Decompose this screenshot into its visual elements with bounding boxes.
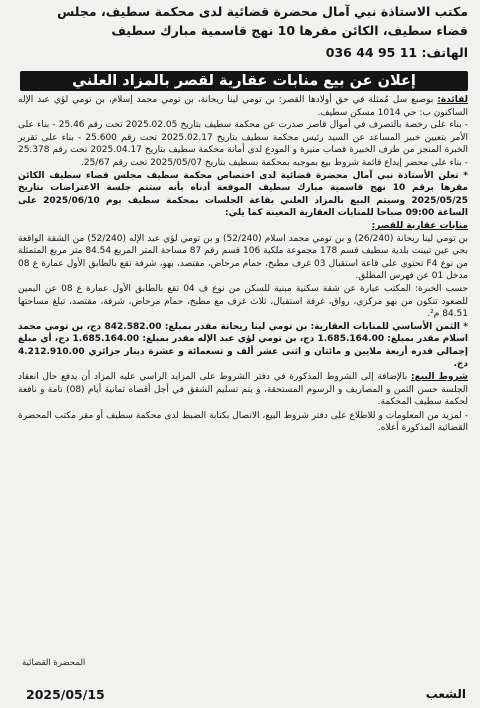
expertise-paragraph: حسب الخبرة: المكتب عبارة عن شقة سكنية مبنية للسكن من نوع ف 04 تقع بالطابق الأول عمارة ع 08 عن اليمين للصعود تتكون من بهو مركزي، رواق، غرفة استقبال، ثلاث غرف مع مطبخ، حمام مرحاض، شرفة، مقتصد، تبلغ مساحتها 84.51 م².	[18, 283, 469, 320]
office-line: مكتب الاستاذة نبي آمال محضرة قضائية لدى محكمة سطيف، مجلس	[57, 4, 468, 19]
properties-heading: منابات عقارية للقصر:	[371, 220, 468, 231]
newspaper-name: الشعب	[425, 687, 466, 701]
conditions-text: بالإضافة إلى الشروط المذكورة في دفتر الشروط على المزايد الراسي عليه المزاد أن يدفع حال انعقاد الجلسة حسن الثمن و المصاريف و الرسوم المستحقة، و يتم تسليم الشقق في أجل أقصاه ثمانية أيام (08) تامة و نافعة لحكمة سطيف المحكمة.	[18, 372, 468, 408]
signature: المحضرة القضائية	[22, 658, 86, 668]
properties-description: بن تومي لينا ريحانة (26/240) و بن تومي محمد اسلام (52/240) و بن تومي لؤي عبد الإله (52/240) من الشقة الواقعة بحي عين تبينت بلدية سطيف قسم 178 مجموعة ملكية 106 قسم رقم 87 مساحة المتر المربع 84.54 متر مربع المتمثلة من نوع F4 تحتوي على قاعة استقبال 03 غرف مطبخ، حمام مرحاض، مقتصد، بهو، شرفة تقع بالطابق الأول عمارة ع 08 مدخل 01 عن فهرس المطلق.	[18, 233, 468, 282]
announcement-body	[18, 94, 468, 435]
beneficiaries-label: لفائدة:	[437, 95, 468, 105]
office-address: قضاء سطيف، الكائن مقرها 10 نهج قاسمية مبارك سطيف	[111, 23, 468, 38]
publication-date: 2025/05/15	[26, 686, 105, 702]
conditions-paragraph	[18, 371, 468, 409]
info-paragraph: - لمزيد من المعلومات و للاطلاع على دفتر شروط البيع، الاتصال بكتابة الضبط لدى محكمة سطيف أو مقر مكتب المحضرة القضائية المذكورة أعلاه.	[18, 410, 468, 434]
conditions-heading: شروط البيع:	[411, 372, 468, 383]
legal-basis-paragraph: - بناء على رخصة بالتصرف في أموال قاصر صدرت عن محكمة سطيف بتاريخ 2025.02.05 تحت رقم 25.46 - بناء على الأمر بتعيين خبير المساعد عن السيد رئيس محكمة سطيف بتاريخ 2025.02.17 تحت رقم 25.600 - بناء على تقرير الخبرة المنجز من طرف الخبيرة قصاب منيرة و المودع لدى أمانة محكمة سطيف بتاريخ 2025.04.17 تحت رقم 25.378 - بناء على محضر إيداع قائمة شروط بيع بموجبه بمحكمة بسطيف بتاريخ 2025/05/07 تحت رقم 25/67.	[18, 120, 469, 168]
announcement-title: إعلان عن بيع منابات عقارية لقصر بالمزاد العلني	[20, 71, 468, 91]
office-phone: الهاتف: 11 95 44 036	[325, 45, 468, 60]
sale-notice-paragraph: * تعلن الأستاذة نبي آمال محضرة قضائية لدى اختصاص محكمة سطيف مجلس قضاء سطيف الكائن مقرها برقم 10 نهج قاسمية مبارك سطيف الموقعة أدناه بأنه ستتم جلسة الاعتراضات بتاريخ 2025/05/25 وسيتم البيع بالمزاد العلني بقاعة الجلسات بمحكمة سطيف يوم 2025/06/10 على الساعة 09:00 صباحا للمنابات العقارية المعينة كما يلي:	[18, 170, 468, 219]
beneficiaries-paragraph	[18, 94, 468, 119]
beneficiaries-text: بوصبع سل مُمثلة في حق أولادها القصر: بن تومي لينا ريحانة، بن تومي محمد إسلام، بن تومي لؤي عبد الإله الساكنون ب: حي 1014 مسكن سطيف.	[18, 95, 468, 118]
base-price-paragraph: * الثمن الأساسي للمنابات العقارية: بن تومي لينا ريحانة مقدر بمبلغ: 842.582.00 دج، بن تومي محمد اسلام مقدر بمبلغ: 1.685.164.00 دج، بن تومي لؤي عبد الإله مقدر بمبلغ: 1.685.164.00 دج، أي مبلغ إجمالي قدره أربعة ملايين و مائتان و اثنى عشر ألف و تسعمائة و عشرة دينار جزائري 4.212.910.00 دج.	[18, 321, 469, 370]
footer	[12, 686, 472, 702]
